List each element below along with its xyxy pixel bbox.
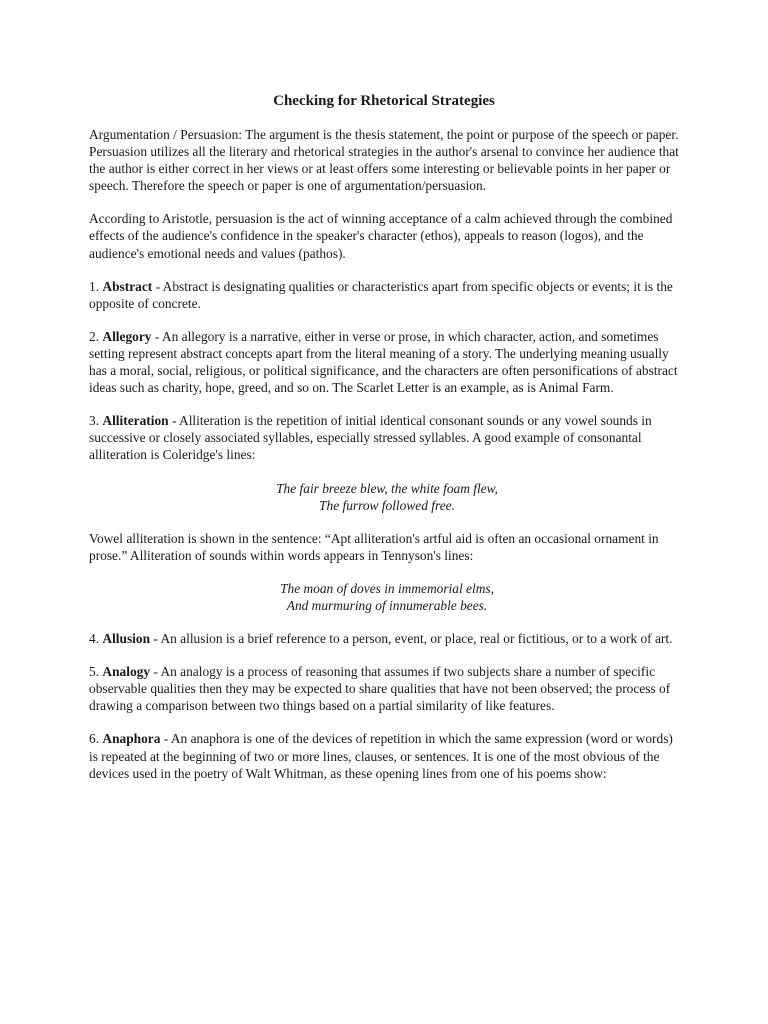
- verse-coleridge: [89, 480, 685, 514]
- definition-number: 6.: [89, 731, 100, 747]
- definition-text: - Alliteration is the repetition of initial identical consonant sounds or any vowel sounds in successive or closely associated syllables, especially stressed syllables. A good example of consonantal alliteration is Coleridge's lines:: [89, 413, 652, 463]
- definition-alliteration: [89, 412, 685, 463]
- intro-paragraph-aristotle: According to Aristotle, persuasion is the act of winning acceptance of a calm achieved through the combined effects of the audience's confidence in the speaker's character (ethos), appeals to reason (logos), and the audience's emotional needs and values (pathos).: [89, 211, 673, 261]
- document-body: [89, 126, 685, 798]
- definition-term: Allusion: [102, 631, 151, 647]
- definition-term: Allegory: [102, 328, 152, 344]
- document-title: Checking for Rhetorical Strategies: [273, 93, 495, 109]
- definition-text: - An allegory is a narrative, either in verse or prose, in which character, action, and sometimes setting represent abstract concepts apart from the literal meaning of a story. The underlying meaning usually has a moral, social, religious, or political significance, and the characters are often personifications of abstract ideas such as charity, hope, greed, and so on. The Scarlet Letter is an example, as is Animal Farm.: [89, 328, 678, 396]
- definition-text: - Abstract is designating qualities or characteristics apart from specific objects or events; it is the opposite of concrete.: [89, 278, 673, 311]
- definition-term: Anaphora: [102, 731, 161, 747]
- vowel-alliteration-paragraph: Vowel alliteration is shown in the sentence: “Apt alliteration's artful aid is often an occasional ornament in prose.” Alliteration of sounds within words appears in Tennyson's lines:: [89, 530, 659, 563]
- definition-text: - An allusion is a brief reference to a person, event, or place, real or fictitious, or to a work of art.: [150, 631, 673, 647]
- verse-line: And murmuring of innumerable bees.: [286, 597, 488, 613]
- definition-allegory: [89, 328, 685, 396]
- verse-line: The moan of doves in immemorial elms,: [280, 580, 494, 596]
- verse-line: The fair breeze blew, the white foam flew,: [276, 480, 498, 496]
- definition-text: - An anaphora is one of the devices of repetition in which the same expression (word or words) is repeated at the beginning of two or more lines, clauses, or sentences. It is one of the most obvious of the devices used in the poetry of Walt Whitman, as these opening lines from one of his poems show:: [89, 731, 673, 781]
- definition-term: Alliteration: [102, 413, 169, 429]
- definition-abstract: [89, 278, 685, 312]
- definition-number: 4.: [89, 631, 100, 647]
- verse-line: The furrow followed free.: [319, 497, 455, 513]
- definition-text: - An analogy is a process of reasoning that assumes if two subjects share a number of specific observable qualities then they may be expected to share qualities that have not been observed; the process of drawing a comparison between two things based on a partial similarity of like features.: [89, 664, 671, 714]
- definition-number: 2.: [89, 328, 100, 344]
- definition-term: Abstract: [102, 278, 153, 294]
- verse-tennyson: [89, 580, 685, 614]
- definition-analogy: [89, 663, 685, 714]
- definition-number: 1.: [89, 278, 100, 294]
- definition-number: 5.: [89, 664, 100, 680]
- definition-term: Analogy: [102, 664, 151, 680]
- intro-paragraph-argumentation: Argumentation / Persuasion: The argument is the thesis statement, the point or purpose of the speech or paper. Persuasion utilizes all the literary and rhetorical strategies in the author's arsenal to convince her audience that the author is either correct in her views or at least offers some interesting or believable points in her paper or speech. Therefore the speech or paper is one of argumentation/persuasion.: [89, 127, 679, 194]
- definition-number: 3.: [89, 413, 100, 429]
- definition-allusion: [89, 630, 685, 647]
- definition-anaphora: [89, 730, 685, 781]
